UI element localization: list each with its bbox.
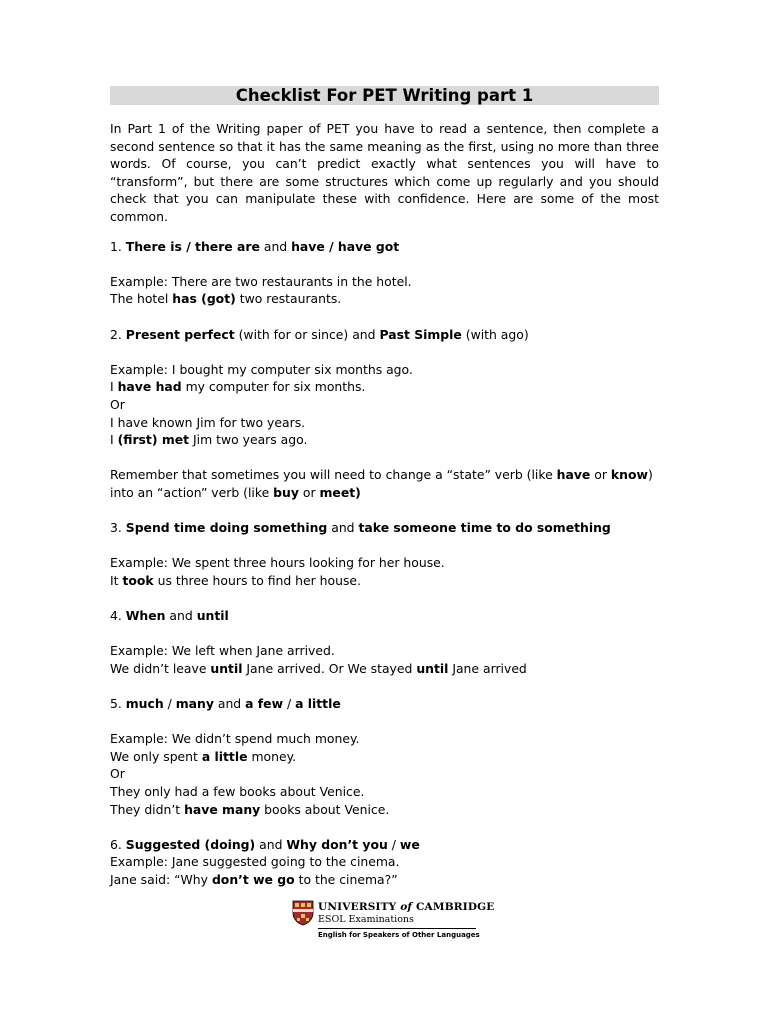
section-4-heading: 4. When and until [110,608,229,624]
university-crest-icon [292,900,314,926]
section-6-heading: 6. Suggested (doing) and Why don’t you / we [110,836,420,852]
section-1-example: Example: There are two restaurants in the hotel. The hotel has (got) two restaurants. [110,273,412,307]
section-1-heading: 1. There is / there are and have / have got [110,238,400,254]
section-4-example: Example: We left when Jane arrived. We didn’t leave until Jane arrived. Or We stayed until Jane arrived [110,643,527,676]
section-3-heading: 3. Spend time doing something and take someone time to do something [110,520,611,536]
intro-paragraph: In Part 1 of the Writing paper of PET you have to read a sentence, then complete a second sentence so that it has the same meaning as the first, using no more than three words. Of course, you can’t predict exactly what sentences you will have to “transform”, but there are some structures which come up regularly and you should check that you can manipulate these with confidence. Here are some of the most common. [110,121,659,224]
cambridge-esol-logo [292,900,495,942]
section-5-example: Example: We didn’t spend much money. We only spent a little money. Or They only had a few books about Venice. They didn’t have many books about Venice. [110,731,390,817]
section-3-example: Example: We spent three hours looking for her house. It took us three hours to find her house. [110,555,445,588]
logo-divider [318,928,476,929]
page-title: Checklist For PET Writing part 1 [110,86,659,105]
section-2-example: Example: I bought my computer six months ago. I have had my computer for six months. Or I have known Jim for two years. I (first) met Jim two years ago. [110,361,413,448]
section-5-heading: 5. much / many and a few / a little [110,696,341,711]
esol-name: ESOL Examinations [318,914,414,925]
section-2-heading: 2. Present perfect (with for or since) and Past Simple (with ago) [110,326,529,342]
section-2-remember: Remember that sometimes you will need to change a “state” verb (like have or know) into an “action” verb (like buy or meet) [110,467,653,500]
logo-tagline: English for Speakers of Other Languages [318,931,480,939]
section-6: 6. Suggested (doing) and Why don’t you / we Example: Jane suggested going to the cinema. Jane said: “Why don’t we go to the cinema?” [110,836,659,889]
university-name: UNIVERSITY of CAMBRIDGE [318,901,495,913]
document-body [110,120,659,889]
